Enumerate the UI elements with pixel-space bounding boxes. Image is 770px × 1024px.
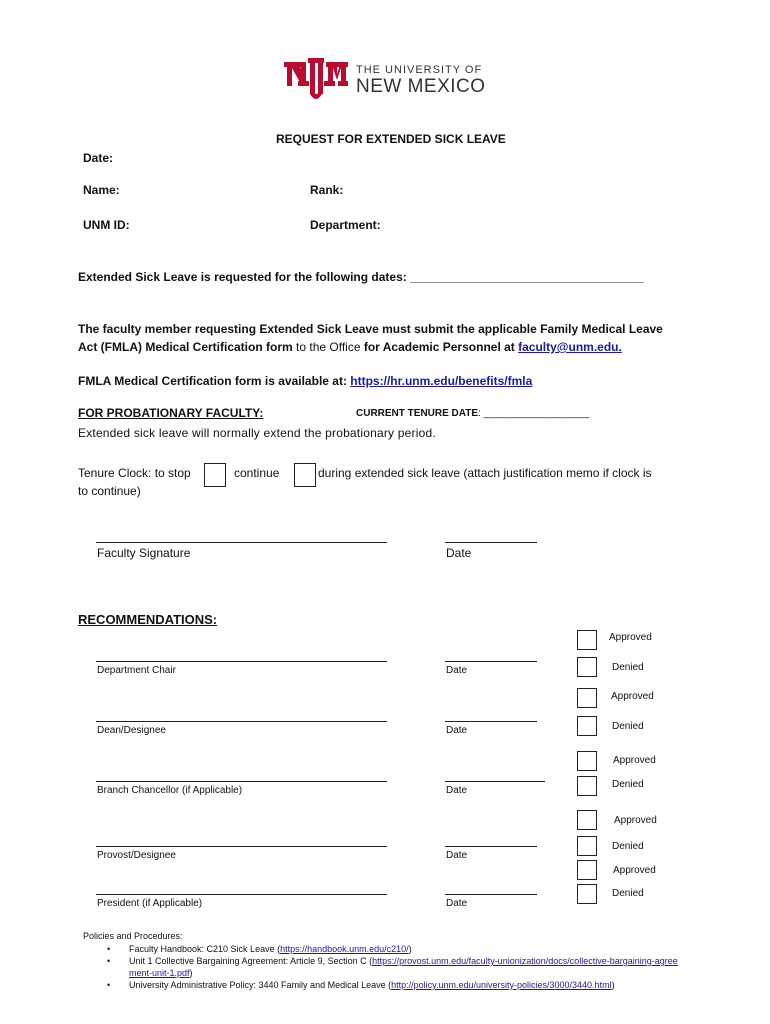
approved-label: Approved bbox=[614, 815, 657, 826]
dates-request: Extended Sick Leave is requested for the following dates: ___________________________________ bbox=[78, 270, 644, 284]
signature-line[interactable] bbox=[96, 781, 387, 782]
unm-logo bbox=[284, 58, 484, 102]
approved-label: Approved bbox=[611, 691, 654, 702]
faculty-signature-line[interactable] bbox=[96, 542, 387, 543]
date-line[interactable] bbox=[445, 661, 537, 662]
fmla-office-name: for Academic Personnel at bbox=[363, 340, 519, 354]
faculty-date-label: Date bbox=[446, 546, 472, 560]
faculty-date-line[interactable] bbox=[445, 542, 537, 543]
approved-label: Approved bbox=[613, 865, 656, 876]
policies-list bbox=[83, 943, 703, 991]
policy-tail: ) bbox=[408, 944, 412, 954]
approved-checkbox[interactable] bbox=[577, 810, 597, 830]
tenure-date-line bbox=[356, 408, 589, 419]
tenure-clock-label: Tenure Clock: to stop bbox=[78, 466, 191, 480]
date-label: Date: bbox=[83, 151, 114, 165]
row-date-label: Date bbox=[446, 898, 468, 909]
row-date-label: Date bbox=[446, 785, 468, 796]
tenure-clock-rest: during extended sick leave (attach justification memo if clock is bbox=[318, 466, 652, 480]
approved-label: Approved bbox=[609, 632, 652, 643]
policy-link[interactable]: http://policy.unm.edu/university-policies/3000/3440.html bbox=[391, 980, 612, 990]
denied-checkbox[interactable] bbox=[577, 657, 597, 677]
denied-checkbox[interactable] bbox=[577, 836, 597, 856]
denied-checkbox[interactable] bbox=[577, 884, 597, 904]
continue-label: continue bbox=[234, 466, 280, 480]
policy-link[interactable]: https://handbook.unm.edu/c210/ bbox=[280, 944, 409, 954]
form-title: REQUEST FOR EXTENDED SICK LEAVE bbox=[276, 132, 506, 146]
role-label: President (if Applicable) bbox=[97, 898, 203, 909]
denied-label: Denied bbox=[612, 888, 644, 899]
policy-link[interactable]: https://provost.unm.edu/faculty-unionization/docs/collective-bargaining-agreement-unit-1.pdf bbox=[129, 956, 678, 978]
row-date-label: Date bbox=[446, 725, 468, 736]
role-label: Department Chair bbox=[97, 665, 176, 676]
role-label: Provost/Designee bbox=[97, 850, 176, 861]
fmla-form-name: Act (FMLA) Medical Certification form bbox=[78, 340, 293, 354]
date-line[interactable] bbox=[445, 894, 537, 895]
continue-clock-checkbox[interactable] bbox=[294, 463, 316, 487]
logo-line2: NEW MEXICO bbox=[356, 76, 486, 97]
fmla-notice-line1: The faculty member requesting Extended Sick Leave must submit the applicable Family Medical Leave bbox=[78, 322, 663, 336]
row-date-label: Date bbox=[446, 665, 468, 676]
approved-checkbox[interactable] bbox=[577, 688, 597, 708]
rank-label: Rank: bbox=[310, 183, 344, 197]
faculty-signature-label: Faculty Signature bbox=[97, 546, 191, 560]
policy-text: Faculty Handbook: C210 Sick Leave ( bbox=[129, 944, 281, 954]
policies-heading: Policies and Procedures: bbox=[83, 931, 183, 941]
bullet-icon: • bbox=[107, 956, 111, 966]
policy-tail: ) bbox=[611, 980, 615, 990]
tenure-date-label: CURRENT TENURE DATE bbox=[356, 408, 479, 419]
tenure-date-blank: : ___________________ bbox=[478, 408, 590, 419]
role-label: Branch Chancellor (if Applicable) bbox=[97, 785, 243, 796]
date-line[interactable] bbox=[445, 781, 545, 782]
row-date-label: Date bbox=[446, 850, 468, 861]
denied-label: Denied bbox=[612, 721, 644, 732]
signature-line[interactable] bbox=[96, 661, 387, 662]
faculty-email-link[interactable]: faculty@unm.edu. bbox=[518, 340, 622, 354]
probation-note: Extended sick leave will normally extend the probationary period. bbox=[78, 426, 436, 440]
logo-line1: THE UNIVERSITY OF bbox=[356, 64, 483, 76]
fmla-url-link[interactable]: https://hr.unm.edu/benefits/fmla bbox=[350, 374, 533, 388]
approved-checkbox[interactable] bbox=[577, 630, 597, 650]
signature-line[interactable] bbox=[96, 721, 387, 722]
fmla-available-line bbox=[78, 374, 532, 388]
role-label: Dean/Designee bbox=[97, 725, 166, 736]
denied-label: Denied bbox=[612, 779, 644, 790]
policy-text: University Administrative Policy: 3440 Family and Medical Leave ( bbox=[129, 980, 392, 990]
probationary-heading: FOR PROBATIONARY FACULTY: bbox=[78, 406, 264, 420]
approved-checkbox[interactable] bbox=[577, 860, 597, 880]
signature-line[interactable] bbox=[96, 846, 387, 847]
department-label: Department: bbox=[310, 218, 381, 232]
policy-text: Unit 1 Collective Bargaining Agreement: Article 9, Section C ( bbox=[129, 956, 373, 966]
unm-logo-mark-icon bbox=[284, 58, 348, 102]
recommendations-heading: RECOMMENDATIONS: bbox=[78, 612, 218, 627]
policy-item bbox=[83, 979, 703, 991]
fmla-available-label: FMLA Medical Certification form is available at: bbox=[78, 374, 351, 388]
fmla-notice-line2 bbox=[78, 340, 622, 354]
stop-clock-checkbox[interactable] bbox=[204, 463, 226, 487]
policy-tail: ) bbox=[189, 968, 193, 978]
denied-label: Denied bbox=[612, 662, 644, 673]
bullet-icon: • bbox=[107, 980, 111, 990]
denied-checkbox[interactable] bbox=[577, 716, 597, 736]
fmla-to-office: to the Office bbox=[292, 340, 364, 354]
approved-label: Approved bbox=[613, 755, 656, 766]
name-label: Name: bbox=[83, 183, 120, 197]
policy-item bbox=[83, 943, 703, 955]
approved-checkbox[interactable] bbox=[577, 751, 597, 771]
date-line[interactable] bbox=[445, 846, 537, 847]
bullet-icon: • bbox=[107, 944, 111, 954]
unm-id-label: UNM ID: bbox=[83, 218, 130, 232]
date-line[interactable] bbox=[445, 721, 537, 722]
tenure-clock-rest2: to continue) bbox=[78, 484, 141, 498]
denied-label: Denied bbox=[612, 841, 644, 852]
denied-checkbox[interactable] bbox=[577, 776, 597, 796]
signature-line[interactable] bbox=[96, 894, 387, 895]
policy-item bbox=[83, 955, 703, 979]
